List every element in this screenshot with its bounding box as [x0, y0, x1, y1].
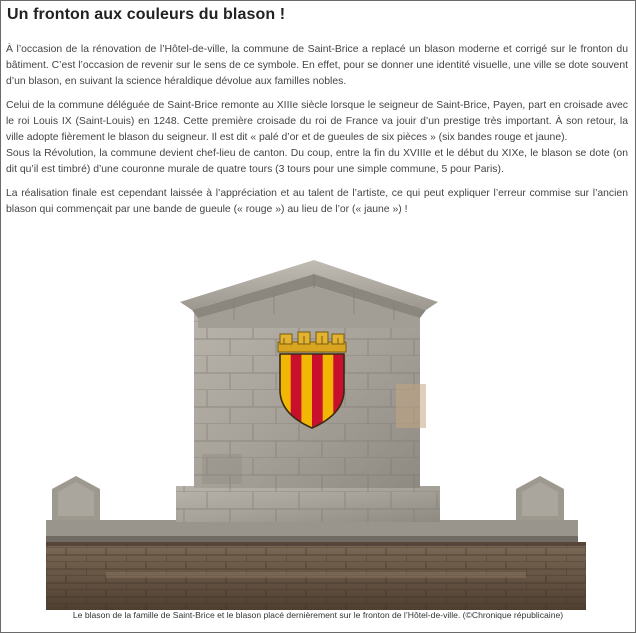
right-finial [516, 476, 564, 522]
article-paragraph-2: Celui de la commune déléguée de Saint-Brice remonte au XIIIe siècle lorsque le seigneur de Saint-Brice, Payen, part en croisade avec le roi Louis IX (Saint-Louis) en 1248. Cette première croisade du roi de France va jouir d’un prestige très important. À son retour, la ville adopte fièrement le blason du seigneur. Il est dit « palé d’or et de gueules de six pièces » (six bandes rouge et jaune). [6, 99, 628, 144]
left-finial [52, 476, 100, 522]
article-paragraph-1: À l’occasion de la rénovation de l’Hôtel-de-ville, la commune de Saint-Brice a replacé un blason moderne et corrigé sur le fronton du bâtiment. C’est l’occasion de revenir sur le sens de ce symbole. En effet, pour se donner une identité visuelle, une ville se dote souvent d’un blason, en suivant la science héraldique dévolue aux familles nobles. [6, 44, 628, 88]
article-title: Un fronton aux couleurs du blason ! [7, 6, 286, 23]
cornice [46, 486, 578, 542]
article-body [6, 42, 628, 225]
pediment-photo [46, 254, 586, 610]
article-paragraph-4: La réalisation finale est cependant laissée à l’appréciation et au talent de l’artiste, ce qui peut expliquer l’erreur commise sur l’ancien blason qui commençait par une bande de gueule (« rouge ») au lieu de l’or (« jaune ») ! [6, 187, 628, 215]
brick-wall [46, 542, 586, 610]
figure-caption: Le blason de la famille de Saint-Brice et le blason placé dernièrement sur le fronton de l’Hôtel-de-ville. (©Chronique républicaine) [72, 610, 564, 620]
article-paragraph-3: Sous la Révolution, la commune devient chef-lieu de canton. Du coup, entre la fin du XVIIIe et le début du XIXe, le blason se dote (on dit qu’il est timbré) d’une couronne murale de quatre tours (3 tours pour une simple commune, 5 pour Paris). [6, 148, 628, 176]
